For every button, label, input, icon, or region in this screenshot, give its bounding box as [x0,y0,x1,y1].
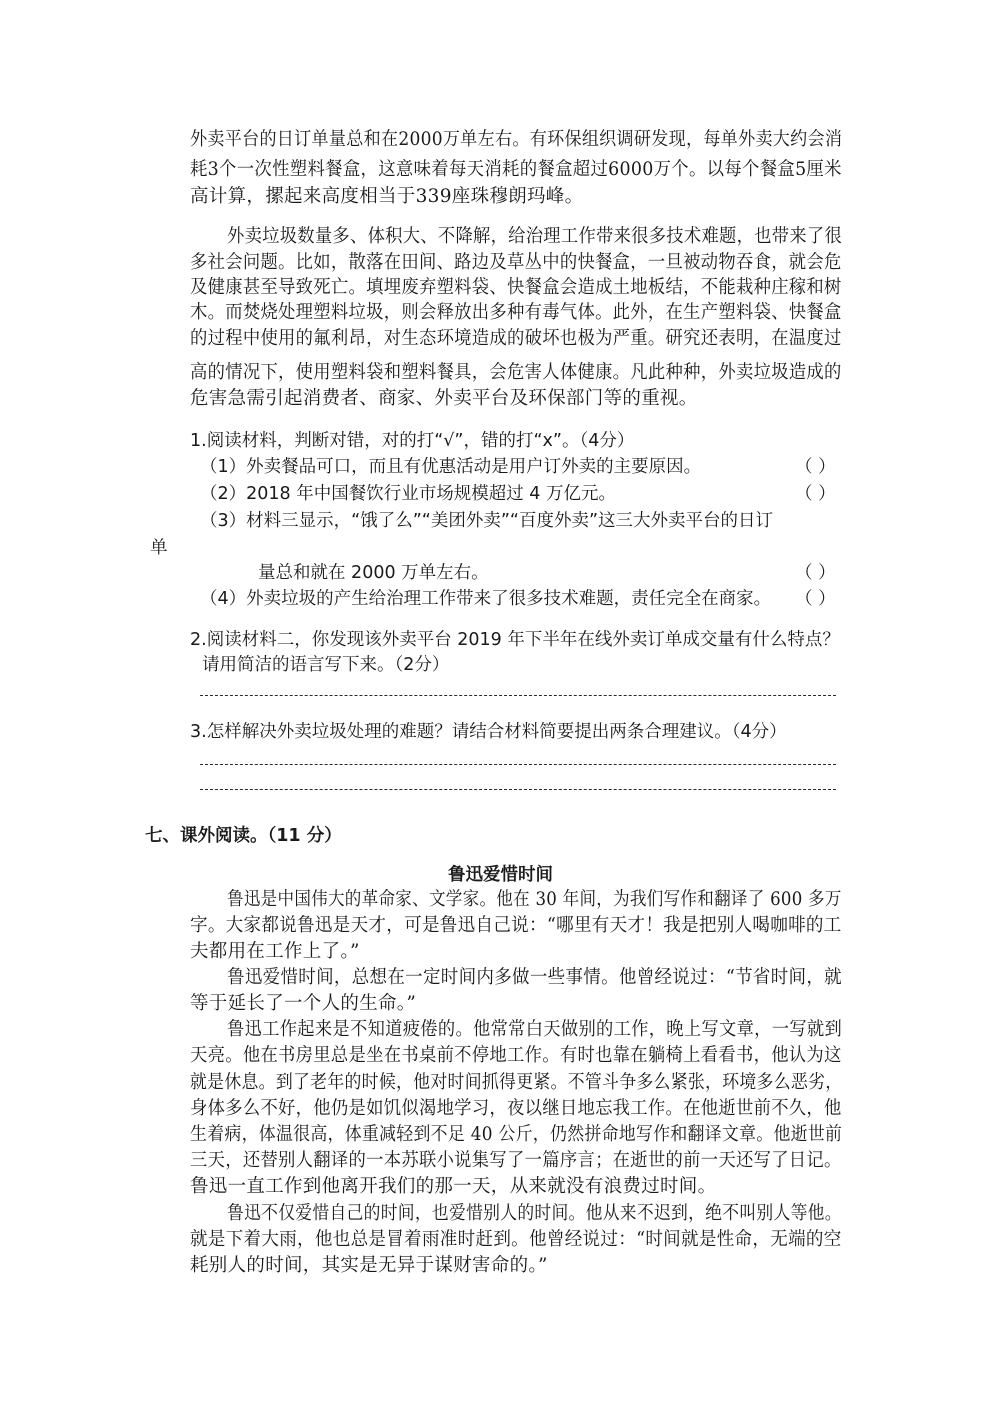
text-line: 多社会问题。比如，散落在田间、路边及草丛中的快餐盒，一旦被动物吞食，就会危 [190,252,842,273]
section-7-heading: 七、课外阅读。（11 分） [145,826,342,846]
q1-item-3-continued: 量总和就在 2000 万单左右。 [258,563,489,583]
passage-title: 鲁迅爱惜时间 [448,865,553,885]
passage-line: 身体多么不好，他仍是如饥似渴地学习，夜以继日地忘我工作。在他逝世前不久，他 [190,1098,842,1119]
text-line: 高的情况下，使用塑料袋和塑料餐具，会危害人体健康。凡此种种，外卖垃圾造成的 [190,362,842,383]
q1-item-4-answer-box[interactable]: （ ） [795,589,836,609]
passage-line: 鲁迅一直工作到他离开我们的那一天，从来就没有浪费过时间。 [190,1176,717,1197]
question-2-line-2: 请用简洁的语言写下来。（2分） [202,655,450,675]
text-line: 外卖平台的日订单量总和在2000万单左右。有环保组织调研发现，每单外卖大约会消 [190,129,843,150]
text-line: 木。而焚烧处理塑料垃圾，则会释放出多种有毒气体。此外，在生产塑料袋、快餐盒 [190,302,842,323]
text-line: 及健康甚至导致死亡。填埋废弃塑料袋、快餐盒会造成土地板结，不能栽种庄稼和树 [190,277,842,298]
q1-item-3-answer-box[interactable]: （ ） [795,563,836,583]
passage-line: 鲁迅爱惜时间，总想在一定时间内多做一些事情。他曾经说过：“节省时间，就 [227,967,842,988]
q2-answer-line[interactable] [200,695,836,696]
q1-item-3: （3）材料三显示，“饿了么”“美团外卖”“百度外卖”这三大外卖平台的日订 [200,511,774,531]
q1-item-2-answer-box[interactable]: （ ） [795,484,836,504]
passage-line: 就是下着大雨，他也总是冒着雨准时赶到。他曾经说过：“时间就是性命，无端的空 [190,1229,842,1250]
passage-line: 三天，还替别人翻译的一本苏联小说集写了一篇序言；在逝世的前一天还写了日记。 [190,1150,842,1171]
passage-line: 天亮。他在书房里总是坐在书桌前不停地工作。有时也靠在躺椅上看看书，他认为这 [190,1045,842,1066]
q1-item-4: （4）外卖垃圾的产生给治理工作带来了很多技术难题，责任完全在商家。 [200,589,772,609]
text-line: 耗3个一次性塑料餐盒，这意味着每天消耗的餐盒超过6000万个。以每个餐盒5厘米 [190,159,842,180]
passage-line: 鲁迅工作起来是不知道疲倦的。他常常白天做别的工作，晚上写文章，一写就到 [227,1019,843,1040]
passage-line: 就是休息。到了老年的时候，他对时间抓得更紧。不管斗争多么紧张，环境多么恶劣， [190,1072,843,1093]
q1-item-1-answer-box[interactable]: （ ） [795,457,836,477]
passage-line: 夫都用在工作上了。” [190,941,360,962]
q3-answer-line-2[interactable] [200,789,836,790]
text-line: 危害急需引起消费者、商家、外卖平台及环保部门等的重视。 [190,388,698,409]
passage-line: 鲁迅是中国伟大的革命家、文学家。他在 30 年间，为我们写作和翻译了 600 多万 [227,889,842,910]
passage-line: 字。大家都说鲁迅是天才，可是鲁迅自己说：“哪里有天才！我是把别人喝咖啡的工 [190,915,842,936]
q3-answer-line-1[interactable] [200,764,836,765]
q1-item-2: （2）2018 年中国餐饮行业市场规模超过 4 万亿元。 [200,484,616,504]
passage-line: 生着病，体温很高，体重减轻到不足 40 公斤，仍然拼命地写作和翻译文章。他逝世前 [190,1124,843,1145]
text-line: 高计算，摞起来高度相当于339座珠穆朗玛峰。 [190,186,584,207]
passage-line: 鲁迅不仅爱惜自己的时间，也爱惜别人的时间。他从来不迟到，绝不叫别人等他。 [227,1203,842,1224]
question-3-line-1: 3.怎样解决外卖垃圾处理的难题？请结合材料简要提出两条合理建议。（4分） [190,722,787,742]
question-2-line-1: 2.阅读材料二，你发现该外卖平台 2019 年下半年在线外卖订单成交量有什么特点？ [190,630,840,650]
q1-item-1: （1）外卖餐品可口，而且有优惠活动是用户订外卖的主要原因。 [200,457,702,477]
passage-line: 等于延长了一个人的生命。” [190,993,417,1014]
q1-item-3-overflow: 单 [150,538,168,558]
text-line: 外卖垃圾数量多、体积大、不降解，给治理工作带来很多技术难题，也带来了很 [227,226,843,247]
text-line: 的过程中使用的氟利昂，对生态环境造成的破坏也极为严重。研究还表明，在温度过 [190,328,842,349]
question-1-title: 1.阅读材料，判断对错，对的打“√”，错的打“x”。（4分） [190,431,635,451]
passage-line: 耗别人的时间，其实是无异于谋财害命的。” [190,1255,548,1276]
